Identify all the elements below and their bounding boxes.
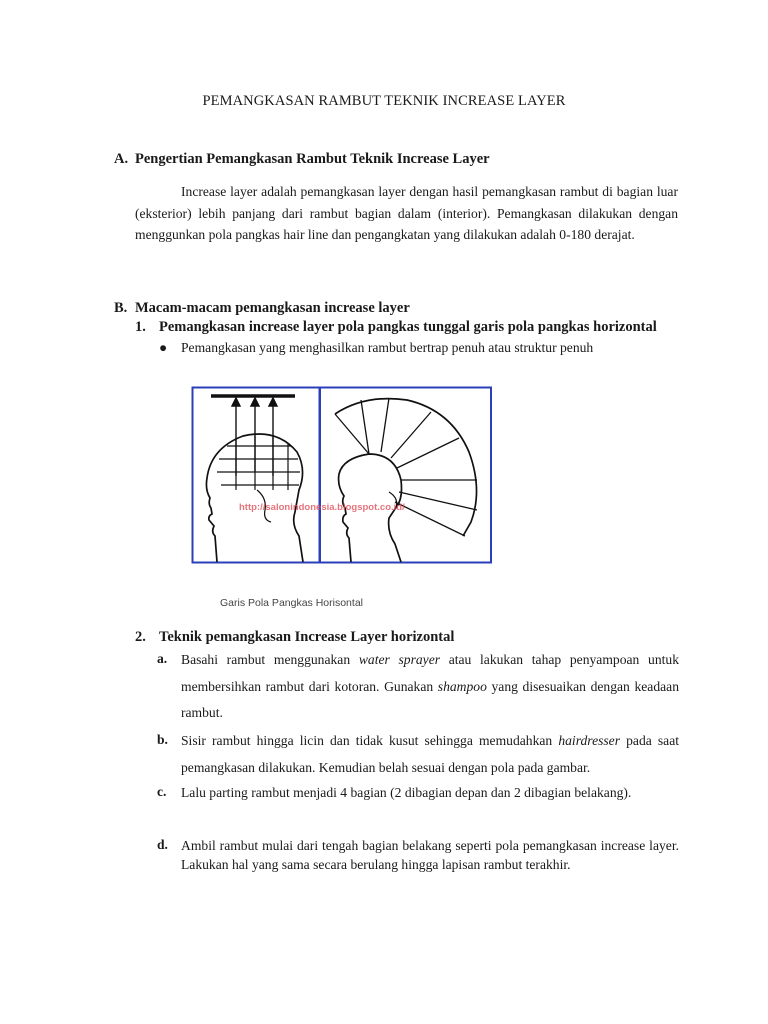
step-text-a [181, 647, 679, 727]
step-text-a-part1: Basahi rambut menggunakan [181, 652, 359, 667]
section-b-heading [114, 300, 410, 317]
subsection-1-marker: 1. [135, 319, 146, 335]
subsection-2-marker: 2. [135, 629, 146, 645]
step-item-d [157, 836, 679, 874]
section-a-marker: A. [114, 151, 129, 167]
horizontal-pattern-figure [191, 386, 493, 564]
step-item-c [157, 780, 679, 807]
step-text-b [181, 728, 679, 781]
document-title: PEMANGKASAN RAMBUT TEKNIK INCREASE LAYER [202, 93, 566, 109]
step-label-b: b. [157, 732, 168, 747]
section-a-heading [114, 151, 490, 168]
step-text-c: Lalu parting rambut menjadi 4 bagian (2 dibagian depan dan 2 dibagian belakang). [181, 785, 632, 800]
section-a-paragraph: Increase layer adalah pemangkasan layer dengan hasil pemangkasan rambut di bagian luar (eksterior) lebih panjang dari rambut bagian dalam (interior). Pemangkasan dilakukan dengan menggunkan pola pangkas hair line dan pengangkatan yang dilakukan adalah 0-180 derajat. [135, 184, 678, 242]
head-diagram-right [320, 388, 491, 563]
subsection-1-heading [135, 319, 657, 336]
step-text-a-italic1: water sprayer [358, 652, 441, 667]
step-label-d: d. [157, 837, 168, 852]
subsection-2-heading [135, 629, 454, 646]
step-text-d: Ambil rambut mulai dari tengah bagian belakang seperti pola pemangkasan increase layer. Lakukan hal yang sama secara berulang hingga lapisan rambut terakhir. [181, 838, 679, 872]
step-text-b-part1: Sisir rambut hingga licin dan tidak kusut sehingga memudahkan [181, 733, 559, 748]
bullet-icon: ● [159, 340, 168, 355]
step-item-b [157, 728, 679, 781]
step-text-a-part3: yang disesuaikan dengan keadaan rambut. [181, 678, 679, 720]
bullet-item [159, 340, 593, 356]
step-text-b-italic1: hairdresser [558, 733, 621, 748]
step-text-b-part2: pada saat pemangkasan dilakukan. Kemudian belah sesuai dengan pola pada gambar. [181, 733, 680, 775]
step-label-c: c. [157, 784, 167, 799]
watermark-url: http://salonindonesia.blogspot.co.id/ [239, 502, 405, 513]
section-a-heading-text: Pengertian Pemangkasan Rambut Teknik Increase Layer [135, 151, 490, 167]
subsection-1-heading-text: Pemangkasan increase layer pola pangkas tunggal garis pola pangkas horizontal [159, 319, 657, 335]
step-item-a [157, 647, 679, 727]
step-text-a-italic2: shampoo [437, 678, 487, 694]
bullet-text: Pemangkasan yang menghasilkan rambut bertrap penuh atau struktur penuh [181, 340, 594, 355]
figure-caption: Garis Pola Pangkas Horisontal [220, 597, 363, 609]
section-b-heading-text: Macam-macam pemangkasan increase layer [135, 300, 410, 316]
head-diagram-left [193, 388, 320, 563]
step-text-a-part2: atau lakukan tahap penyampoan untuk membersihkan rambut dari kotoran. Gunakan [181, 652, 679, 694]
subsection-2-heading-text: Teknik pemangkasan Increase Layer horizontal [159, 629, 455, 645]
step-label-a: a. [157, 651, 168, 666]
section-b-marker: B. [114, 300, 128, 316]
